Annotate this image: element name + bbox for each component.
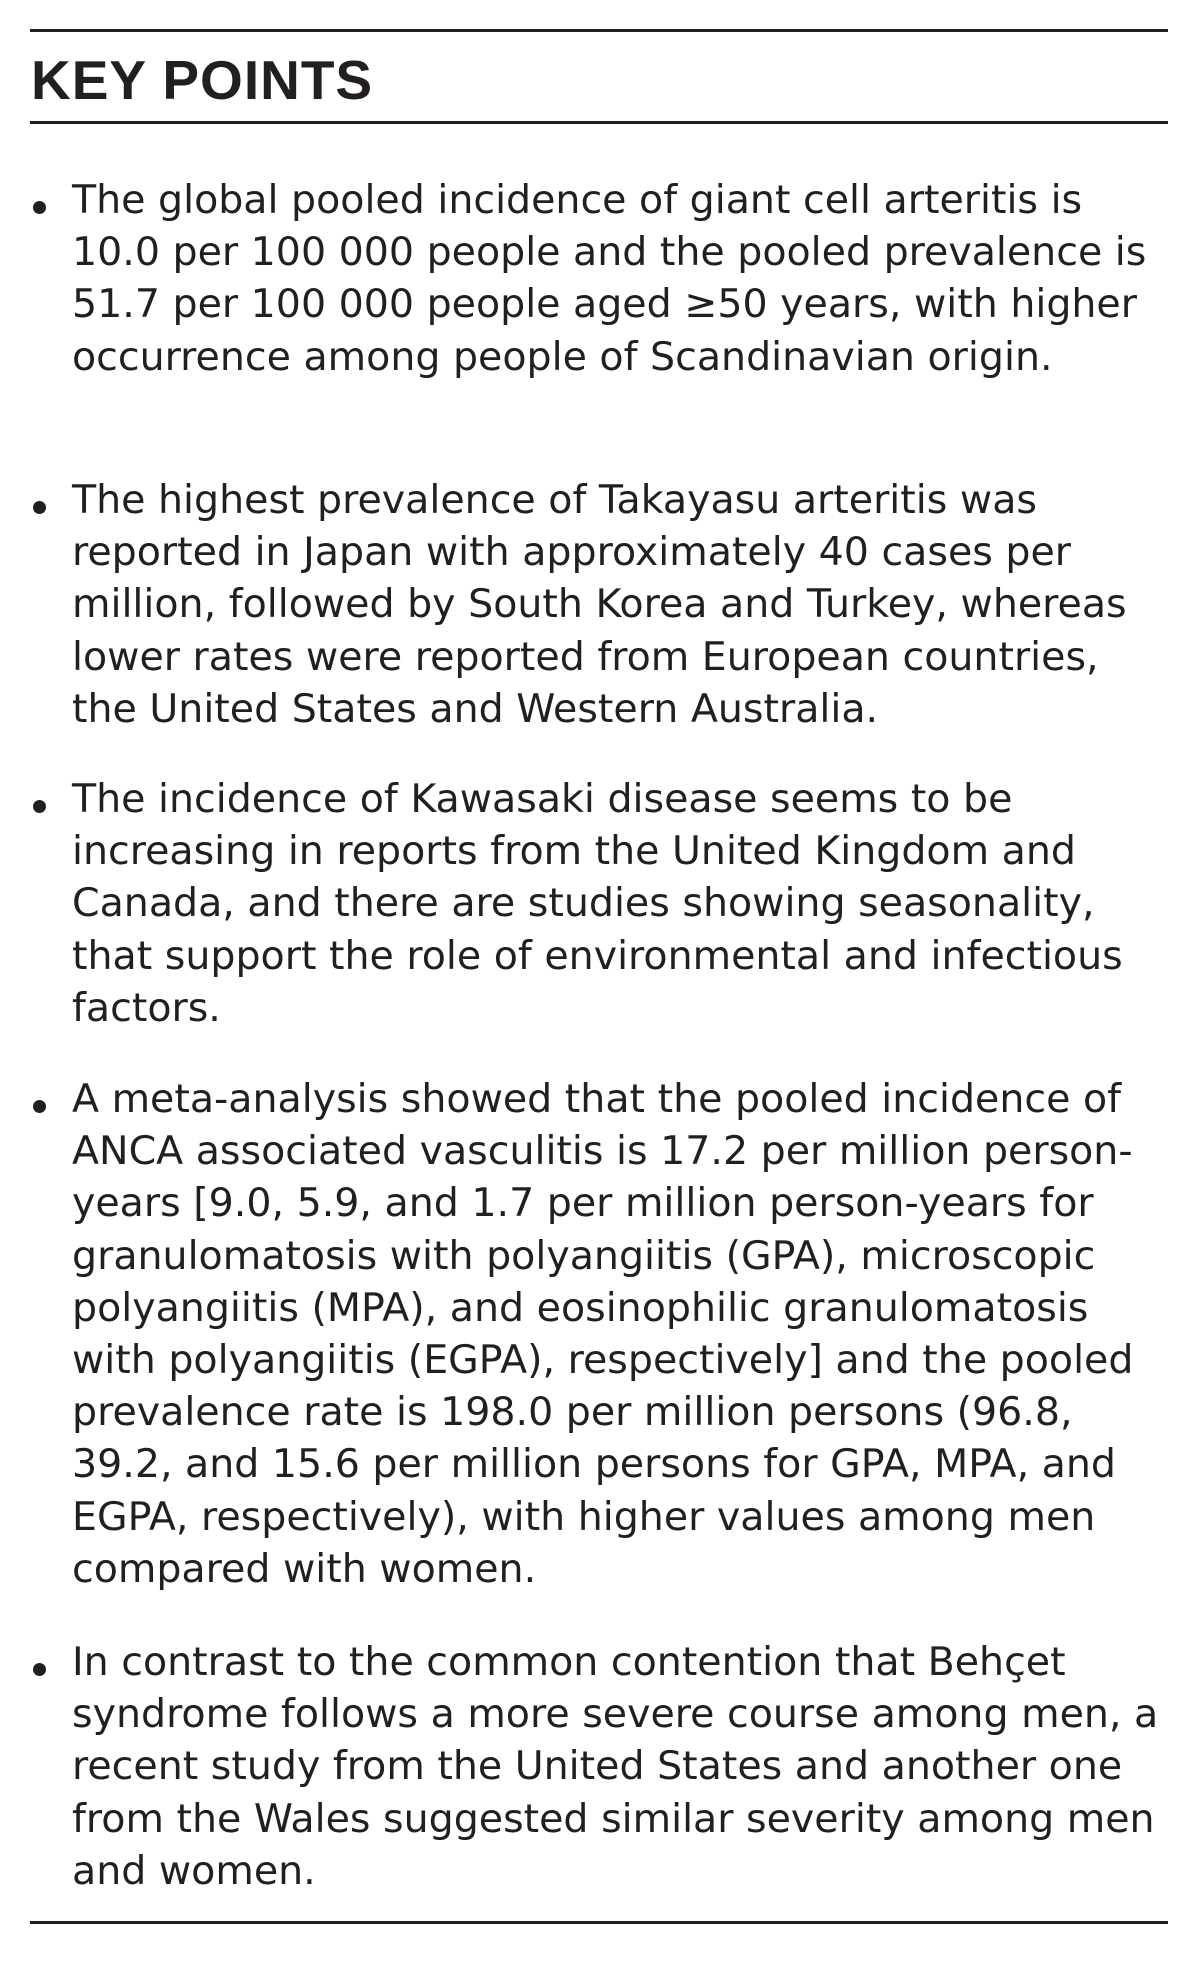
key-point-text: The global pooled incidence of giant cell arteritis is 10.0 per 100 000 people and the pooled prevalence is 51.7 per 100 000 people aged ≥50 years, with higher occurrence among people of Scandinavian origin.: [72, 177, 1147, 380]
bullet-icon: [33, 800, 46, 813]
key-point-text: The incidence of Kawasaki disease seems to be increasing in reports from the United Kingdom and Canada, and there are studies showing seasonality, that support the role of environmental and infectious factors.: [72, 776, 1123, 1031]
key-point-text: In contrast to the common contention that Behçet syndrome follows a more severe course among men, a recent study from the United States and another one from the Wales suggested similar severity among men and women.: [72, 1639, 1159, 1894]
key-point-text: The highest prevalence of Takayasu arteritis was reported in Japan with approximately 40 cases per million, followed by South Korea and Turkey, whereas lower rates were reported from European countries, the United States and Western Australia.: [72, 477, 1127, 732]
bullet-icon: [33, 201, 46, 214]
bottom-rule: [30, 1921, 1168, 1924]
title-underline-rule: [30, 121, 1168, 124]
bullet-icon: [33, 1100, 46, 1113]
box-title: KEY POINTS: [31, 49, 374, 111]
bullet-icon: [33, 501, 46, 514]
key-point-text: A meta-analysis showed that the pooled incidence of ANCA associated vasculitis is 17.2 per million person-years [9.0, 5.9, and 1.7 per million person-years for granulomatosis with polyangiitis (GPA), microscopic polyangiitis (MPA), and eosinophilic granulomatosis with polyangiitis (EGPA), respectively] and the pooled prevalence rate is 198.0 per million persons (96.8, 39.2, and 15.6 per million persons for GPA, MPA, and EGPA, respectively), with higher values among men compared with women.: [72, 1076, 1134, 1592]
top-rule: [30, 29, 1168, 32]
bullet-icon: [33, 1663, 46, 1676]
